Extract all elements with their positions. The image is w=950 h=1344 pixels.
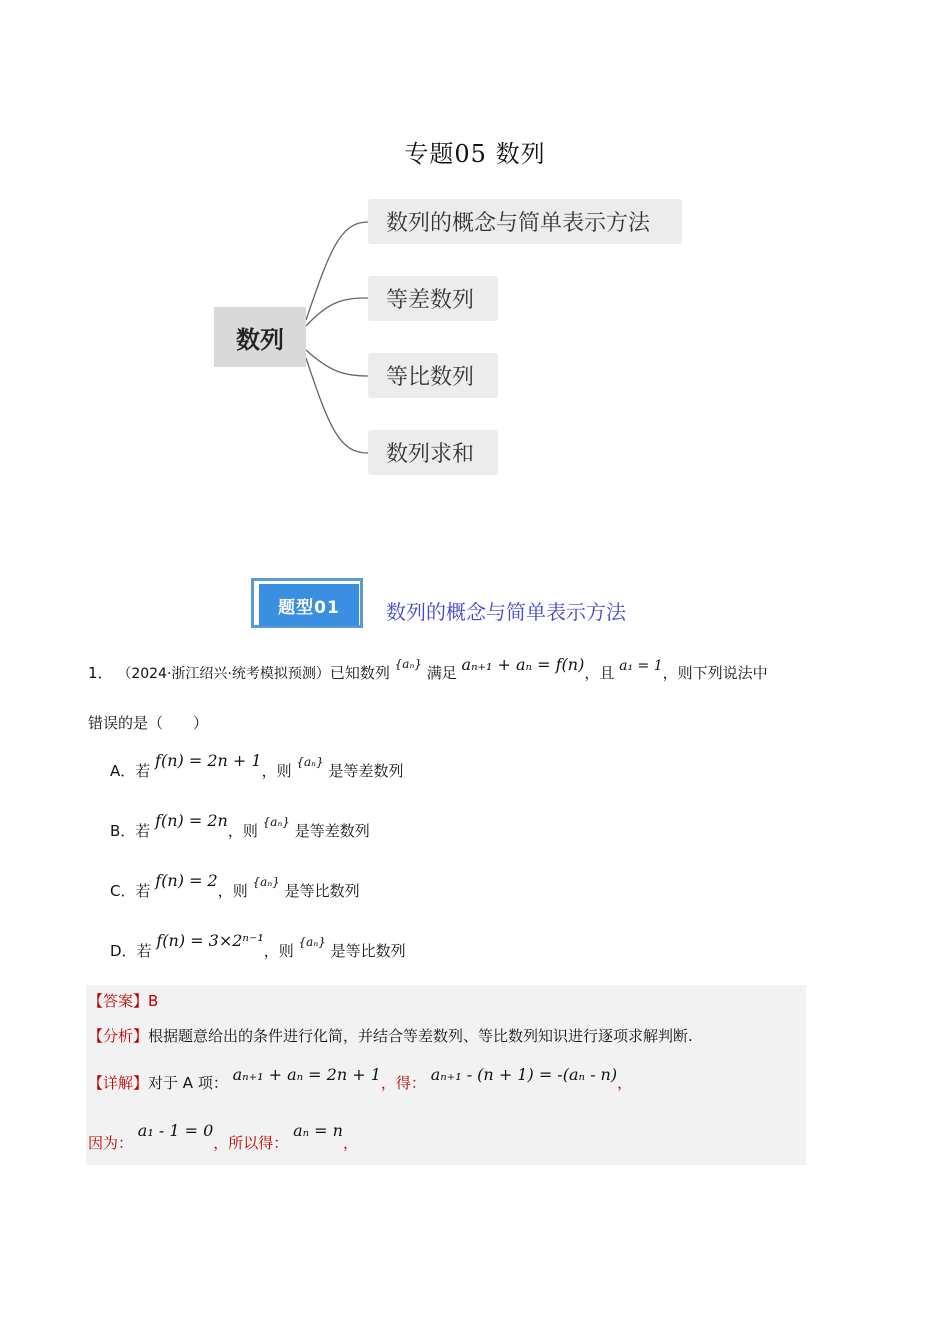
mindmap-branch-concept: 数列的概念与简单表示方法 <box>368 199 682 244</box>
recurrence-formula: aₙ₊₁ + aₙ = f(n) <box>461 655 585 674</box>
mindmap-branch-geometric: 等比数列 <box>368 353 498 398</box>
because-equation: a₁ - 1 = 0 <box>137 1121 214 1140</box>
option-a-label: A．若 <box>110 762 151 780</box>
option-c-conclusion: 是等比数列 <box>284 882 360 900</box>
question-source: （2024·浙江绍兴·统考模拟预测） <box>117 666 330 682</box>
detail-line <box>88 1065 633 1093</box>
option-b[interactable] <box>110 811 370 841</box>
because-line <box>88 1121 358 1153</box>
section-title: 数列的概念与简单表示方法 <box>386 600 626 624</box>
answer-value: B <box>148 992 159 1010</box>
answer-line <box>88 990 158 1011</box>
option-b-label: B．若 <box>110 822 151 840</box>
option-d-label: D．若 <box>110 942 152 960</box>
page-title: 专题05 数列 <box>404 140 546 168</box>
option-d[interactable] <box>110 931 406 961</box>
question-stem-line2: 错误的是（ ） <box>88 714 209 732</box>
stem-text-3: ，且 <box>584 664 615 682</box>
detail-tag: 【详解】 <box>88 1074 149 1092</box>
option-b-seq: {aₙ} <box>262 815 290 829</box>
option-a-then: ，则 <box>261 762 292 780</box>
question-stem <box>88 655 768 683</box>
stem-text-1: 已知数列 <box>329 664 390 682</box>
stem-text-2: 满足 <box>426 664 457 682</box>
end-comma: ， <box>342 1134 358 1152</box>
detail-comma: ， <box>617 1074 633 1092</box>
option-d-condition: f(n) = 3×2ⁿ⁻¹ <box>156 931 264 950</box>
option-d-then: ，则 <box>263 942 294 960</box>
option-a-conclusion: 是等差数列 <box>328 762 404 780</box>
because-label: 因为： <box>88 1134 134 1152</box>
section-badge: 题型01 <box>259 584 359 626</box>
option-a-condition: f(n) = 2n + 1 <box>155 751 262 770</box>
option-d-seq: {aₙ} <box>298 935 326 949</box>
analysis-tag: 【分析】 <box>88 1027 149 1045</box>
option-c-then: ，则 <box>217 882 248 900</box>
option-b-condition: f(n) = 2n <box>155 811 228 830</box>
option-c-seq: {aₙ} <box>252 875 280 889</box>
detail-equation-1: aₙ₊₁ + aₙ = 2n + 1 <box>232 1065 381 1084</box>
question-number: 1． <box>88 664 113 682</box>
stem-text-4: ，则下列说法中 <box>662 664 768 682</box>
option-a-seq: {aₙ} <box>296 755 324 769</box>
analysis-text: 根据题意给出的条件进行化简，并结合等差数列、等比数列知识进行逐项求解判断. <box>148 1027 693 1045</box>
mindmap-branch-arithmetic: 等差数列 <box>368 276 498 321</box>
option-a[interactable] <box>110 751 404 781</box>
answer-tag: 【答案】 <box>88 992 149 1010</box>
mindmap-root: 数列 <box>214 307 306 367</box>
result-equation: aₙ = n <box>293 1121 343 1140</box>
detail-equation-2: aₙ₊₁ - (n + 1) = -(aₙ - n) <box>430 1065 618 1084</box>
seq-an: {aₙ} <box>394 657 422 671</box>
option-b-conclusion: 是等差数列 <box>294 822 370 840</box>
option-c-condition: f(n) = 2 <box>155 871 218 890</box>
initial-value: a₁ = 1 <box>619 658 663 674</box>
detail-get: ，得： <box>380 1074 426 1092</box>
option-d-conclusion: 是等比数列 <box>330 942 406 960</box>
option-c-label: C．若 <box>110 882 151 900</box>
so-get-label: ，所以得： <box>213 1134 289 1152</box>
mindmap-branch-sum: 数列求和 <box>368 430 498 475</box>
analysis-line <box>88 1025 693 1046</box>
option-c[interactable] <box>110 871 360 901</box>
option-b-then: ，则 <box>227 822 258 840</box>
detail-intro: 对于 A 项： <box>148 1074 228 1092</box>
